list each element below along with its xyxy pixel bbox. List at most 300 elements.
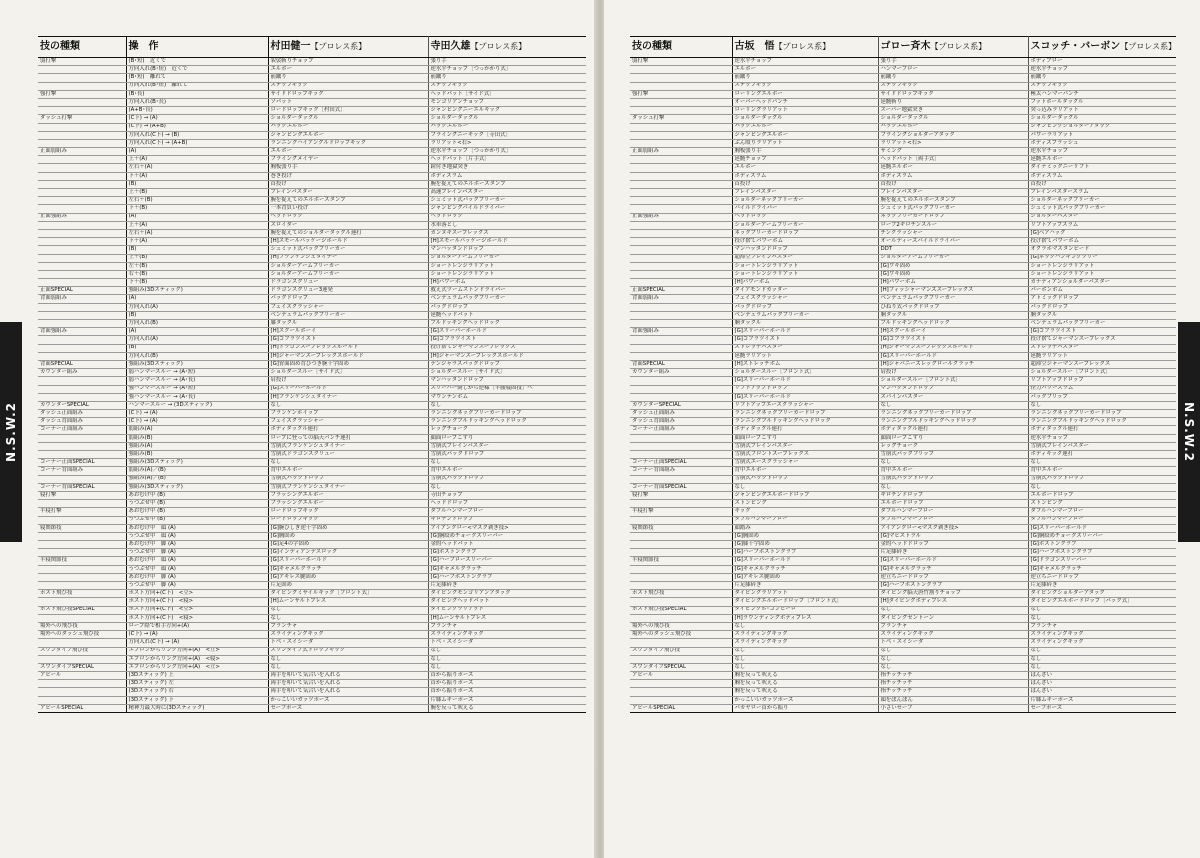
- cell-input: 方向入れ(C下) → (A+B): [126, 139, 268, 147]
- table-row: [630, 131, 1176, 139]
- table-row: [38, 107, 586, 115]
- cell-furusaka: 胸板張り手: [732, 148, 878, 156]
- cell-category: カウンター組み: [630, 369, 732, 377]
- cell-input: ハンマースルー → (3Dスティック): [126, 401, 268, 409]
- table-row: [630, 426, 1176, 434]
- table-row: [630, 508, 1176, 516]
- cell-input: 方向入れ(B･長): [126, 98, 268, 106]
- cell-murata: スワンダイブ式ドロップキック: [268, 647, 428, 655]
- cell-terada: スライディングキック: [428, 631, 586, 639]
- cell-murata: シュミット式バックブリーカー: [268, 246, 428, 254]
- cell-goro: ショルダーアームブリーカー: [878, 254, 1028, 262]
- table-row: [630, 590, 1176, 598]
- cell-scotch: ショルダーバスター: [1028, 213, 1176, 221]
- cell-goro: 延髄エルボー: [878, 164, 1028, 172]
- cell-scotch: ダイビングエルボードロップ［バック式］: [1028, 598, 1176, 606]
- header-category: 技の種類: [630, 37, 732, 58]
- cell-scotch: アトミックドロップ: [1028, 295, 1176, 303]
- cell-input: (A+B･長): [126, 107, 268, 115]
- cell-goro: 雪崩式バックドロップ: [878, 475, 1028, 483]
- header-wrestler-murata: 村田健一【プロレス系】: [268, 37, 428, 58]
- cell-category: [38, 197, 126, 205]
- cell-category: [630, 221, 732, 229]
- cell-category: 半寝打撃: [630, 508, 732, 516]
- cell-category: アピールSPECIAL: [38, 704, 126, 712]
- table-row: [38, 58, 586, 66]
- table-row: [38, 82, 586, 90]
- table-row: [630, 500, 1176, 508]
- cell-terada: ランニングネックブリーカードロップ: [428, 410, 586, 418]
- cell-input: うつぶせ中 脚 (A): [126, 582, 268, 590]
- cell-scotch: ショルダースルー［フロント式］: [1028, 369, 1176, 377]
- cell-input: 強組み(A)／(B): [126, 475, 268, 483]
- cell-goro: 逆立ちニードロップ: [878, 573, 1028, 581]
- cell-goro: なし: [878, 401, 1028, 409]
- cell-input: 方向入れ(B･短) 離れて: [126, 82, 268, 90]
- cell-category: [630, 451, 732, 459]
- cell-category: [630, 377, 732, 385]
- cell-input: ポスト方向+(C下) <立>: [126, 590, 268, 598]
- table-row: [38, 90, 586, 98]
- cell-terada: バックドロップ: [428, 303, 586, 311]
- cell-input: ポスト方向+(C下) <寝>: [126, 598, 268, 606]
- cell-furusaka: スライディングキック: [732, 639, 878, 647]
- cell-category: [38, 549, 126, 557]
- cell-category: [630, 573, 732, 581]
- cell-input: 強組み(3Dスティック): [126, 360, 268, 368]
- cell-goro: ひねり式バックドロップ: [878, 303, 1028, 311]
- cell-input: (C下) → (A): [126, 115, 268, 123]
- cell-goro: ヘッドバット［両手式］: [878, 156, 1028, 164]
- cell-furusaka: ジャンピングエルボー: [732, 131, 878, 139]
- cell-category: [630, 614, 732, 622]
- cell-murata: なし: [268, 614, 428, 622]
- cell-input: うつぶせ中 脚 (A): [126, 549, 268, 557]
- cell-scotch: [G]ネックハンギングツリー: [1028, 254, 1176, 262]
- cell-murata: トペ・スイシーダ: [268, 639, 428, 647]
- cell-goro: なし: [878, 663, 1028, 671]
- cell-scotch: 超滞空ジャーマンスープレックス: [1028, 360, 1176, 368]
- cell-category: [38, 180, 126, 188]
- cell-scotch: バーボンボム: [1028, 287, 1176, 295]
- cell-goro: 頭をぽんぽん: [878, 696, 1028, 704]
- cell-murata: フラッシングエルボー: [268, 491, 428, 499]
- cell-murata: エルボー: [268, 148, 428, 156]
- cell-scotch: 片膝ムキーポーズ: [1028, 696, 1176, 704]
- table-row: [38, 582, 586, 590]
- cell-goro: スーパー地獄突き: [878, 107, 1028, 115]
- cell-input: 弱ハンマースルー → (A･長): [126, 377, 268, 385]
- cell-scotch: [G]胴絞めチョークスリーパー: [1028, 532, 1176, 540]
- cell-goro: [G]マヒストラル: [878, 532, 1028, 540]
- table-row: [630, 66, 1176, 74]
- cell-terada: [G]コブラツイスト: [428, 336, 586, 344]
- cell-goro: [H]ダイビングボディプレス: [878, 598, 1028, 606]
- cell-category: [630, 82, 732, 90]
- cell-furusaka: [H]パワーボム: [732, 279, 878, 287]
- cell-goro: ブルドッキングヘッドロック: [878, 320, 1028, 328]
- cell-terada: マンハッタンドロップ: [428, 377, 586, 385]
- cell-category: カウンターSPECIAL: [630, 401, 732, 409]
- cell-scotch: ストンピング: [1028, 500, 1176, 508]
- cell-goro: 片足膝砕き: [878, 549, 1028, 557]
- cell-input: エプロンからリング方向+(A) <立>: [126, 647, 268, 655]
- cell-goro: なし: [878, 647, 1028, 655]
- cell-goro: 雪崩式バックフリップ: [878, 451, 1028, 459]
- cell-scotch: スライディングキック: [1028, 631, 1176, 639]
- cell-murata: ソバット: [268, 98, 428, 106]
- cell-category: [630, 197, 732, 205]
- table-row: [38, 393, 586, 401]
- cell-furusaka: ストレッチバスター: [732, 344, 878, 352]
- cell-murata: [H]フランケンシュタイナー: [268, 254, 428, 262]
- cell-category: ダッシュ背面組み: [38, 418, 126, 426]
- cell-category: [630, 270, 732, 278]
- cell-scotch: バックドロップ: [1028, 303, 1176, 311]
- cell-furusaka: ダイビングラリアット: [732, 590, 878, 598]
- cell-category: [630, 516, 732, 524]
- cell-category: [38, 246, 126, 254]
- cell-category: カウンターSPECIAL: [38, 401, 126, 409]
- cell-scotch: 投げ捨てパワーボム: [1028, 238, 1176, 246]
- table-row: [38, 622, 586, 630]
- cell-scotch: なし: [1028, 483, 1176, 491]
- table-row: [630, 287, 1176, 295]
- cell-murata: 雪崩式フランケンシュタイナー: [268, 483, 428, 491]
- cell-goro: フライングショルダーアタック: [878, 131, 1028, 139]
- cell-terada: 金的ヘッドバット: [428, 541, 586, 549]
- table-row: [630, 377, 1176, 385]
- cell-terada: マウンテンボム: [428, 393, 586, 401]
- cell-category: [630, 475, 732, 483]
- cell-category: [630, 688, 732, 696]
- cell-category: 弱打撃: [630, 58, 732, 66]
- cell-scotch: 首投げ: [1028, 180, 1176, 188]
- cell-input: 弱組み(B): [126, 434, 268, 442]
- cell-furusaka: ローリングエルボー: [732, 90, 878, 98]
- cell-input: (A): [126, 213, 268, 221]
- cell-category: ダッシュ打撃: [38, 115, 126, 123]
- table-row: [38, 197, 586, 205]
- cell-category: [630, 393, 732, 401]
- cell-category: [630, 655, 732, 663]
- table-row: [630, 639, 1176, 647]
- table-row: [38, 66, 586, 74]
- cell-murata: [G]インディアンデスロック: [268, 549, 428, 557]
- cell-goro: ギロチンドロップ: [878, 491, 1028, 499]
- table-row: [630, 688, 1176, 696]
- cell-terada: なし: [428, 401, 586, 409]
- cell-furusaka: 片足膝砕き: [732, 582, 878, 590]
- cell-terada: ヘッドバット［片手式］: [428, 156, 586, 164]
- cell-input: (A): [126, 148, 268, 156]
- cell-category: [630, 164, 732, 172]
- table-row: [38, 516, 586, 524]
- cell-scotch: 雪崩式ブレインバスター: [1028, 442, 1176, 450]
- cell-murata: [H]スモールパッケージホールド: [268, 238, 428, 246]
- cell-category: 背面SPECIAL: [38, 360, 126, 368]
- cell-terada: シュミット式バックブリーカー: [428, 197, 586, 205]
- cell-goro: [H]フィッシャーマンズスープレックス: [878, 287, 1028, 295]
- table-row: [630, 279, 1176, 287]
- cell-terada: [H]スモールパッケージホールド: [428, 238, 586, 246]
- cell-input: (3Dスティック) 上: [126, 672, 268, 680]
- table-row: [630, 516, 1176, 524]
- cell-goro: トペ・スイシーダ: [878, 639, 1028, 647]
- table-row: [38, 295, 586, 303]
- cell-murata: ショルダータックル: [268, 115, 428, 123]
- cell-category: [38, 82, 126, 90]
- spine-tab-left: [0, 322, 22, 542]
- cell-terada: ショルダータックル: [428, 115, 586, 123]
- cell-furusaka: ジャンピングエルボードロップ: [732, 491, 878, 499]
- cell-murata: [G]足4の字固め: [268, 541, 428, 549]
- cell-furusaka: 雪崩式フロントスープレックス: [732, 451, 878, 459]
- table-row: [38, 131, 586, 139]
- cell-category: [38, 573, 126, 581]
- cell-goro: なし: [878, 606, 1028, 614]
- cell-category: アピール: [630, 672, 732, 680]
- cell-input: あおむけ中 脚 (A): [126, 541, 268, 549]
- cell-category: [38, 221, 126, 229]
- cell-furusaka: 雪崩式エースクラッシャー: [732, 459, 878, 467]
- cell-input: あおむけ中 (B): [126, 508, 268, 516]
- cell-goro: ランニングネックブリーカードロップ: [878, 410, 1028, 418]
- cell-category: [630, 189, 732, 197]
- cell-input: (B): [126, 344, 268, 352]
- cell-furusaka: ヘッドロック: [732, 213, 878, 221]
- cell-category: [38, 238, 126, 246]
- table-row: [38, 508, 586, 516]
- cell-murata: バックドロップ: [268, 295, 428, 303]
- table-row: [38, 590, 586, 598]
- cell-murata: ドラゴンスクリュー: [268, 279, 428, 287]
- cell-input: (C下) → (A+B): [126, 123, 268, 131]
- cell-goro: ネックブリーカードロップ: [878, 213, 1028, 221]
- cell-terada: 首から振りポーズ: [428, 688, 586, 696]
- table-row: [630, 582, 1176, 590]
- table-row: [630, 385, 1176, 393]
- cell-terada: 寺田チョップ: [428, 491, 586, 499]
- cell-category: [630, 238, 732, 246]
- cell-scotch: ボディスプラッシュ: [1028, 139, 1176, 147]
- cell-murata: ドラゴンスクリュー3連発: [268, 287, 428, 295]
- cell-category: [38, 303, 126, 311]
- table-row: [630, 459, 1176, 467]
- cell-furusaka: バックドロップ: [732, 303, 878, 311]
- cell-category: [38, 434, 126, 442]
- cell-terada: 腕を捉えてのエルボースタンプ: [428, 180, 586, 188]
- cell-goro: スパインバスター: [878, 393, 1028, 401]
- cell-scotch: 逆水平チョップ: [1028, 148, 1176, 156]
- table-row: [38, 491, 586, 499]
- table-row: [38, 475, 586, 483]
- cell-scotch: 延髄エルボー: [1028, 156, 1176, 164]
- cell-murata: 膝タックル: [268, 320, 428, 328]
- cell-category: コーナー背面組み: [38, 467, 126, 475]
- table-row: [630, 491, 1176, 499]
- cell-murata: なし: [268, 606, 428, 614]
- cell-category: [630, 74, 732, 82]
- table-row: [630, 90, 1176, 98]
- cell-furusaka: スライディングキック: [732, 631, 878, 639]
- cell-input: 方向入れ(A): [126, 303, 268, 311]
- cell-scotch: ランニングネックブリーカードロップ: [1028, 410, 1176, 418]
- cell-input: 下＋(B): [126, 205, 268, 213]
- cell-input: 方向入れ(B･短) 近くで: [126, 66, 268, 74]
- cell-input: あおむけ中 脚 (A): [126, 573, 268, 581]
- cell-terada: 張り手: [428, 58, 586, 66]
- table-row: [38, 500, 586, 508]
- cell-category: [630, 139, 732, 147]
- cell-goro: [H]ジャパニーズレッグロールクラッチ: [878, 360, 1028, 368]
- cell-furusaka: [G]スリーパーホールド: [732, 557, 878, 565]
- cell-input: 方向入れ(C下) → (A): [126, 639, 268, 647]
- cell-furusaka: ランニングネックブリーカードロップ: [732, 410, 878, 418]
- table-row: [38, 164, 586, 172]
- cell-scotch: ベンデュラムバックブリーカー: [1028, 320, 1176, 328]
- cell-category: 半寝関節技: [38, 557, 126, 565]
- cell-terada: [G]ハーフロースリーパー: [428, 557, 586, 565]
- table-row: [38, 98, 586, 106]
- cell-furusaka: オーバーヘッドパンチ: [732, 98, 878, 106]
- cell-furusaka: ショルダーアームブリーカー: [732, 221, 878, 229]
- cell-murata: 両手を叩いて気合いを入れる: [268, 680, 428, 688]
- cell-category: [630, 344, 732, 352]
- cell-goro: 首投げ: [878, 180, 1028, 188]
- cell-input: (B): [126, 246, 268, 254]
- cell-category: [630, 352, 732, 360]
- cell-scotch: [G]スリーパーホールド: [1028, 524, 1176, 532]
- cell-murata: [G]コブラツイスト: [268, 336, 428, 344]
- header-category: 技の種類: [38, 37, 126, 58]
- table-row: [630, 606, 1176, 614]
- cell-murata: 雪崩式ドラゴンスクリュー: [268, 451, 428, 459]
- cell-input: (C下) → (A): [126, 631, 268, 639]
- cell-terada: レッグチョーク: [428, 426, 586, 434]
- table-row: [38, 606, 586, 614]
- cell-category: [38, 565, 126, 573]
- table-row: [38, 139, 586, 147]
- cell-scotch: 片足膝砕き: [1028, 582, 1176, 590]
- cell-scotch: ブレインバスタースラム: [1028, 189, 1176, 197]
- cell-input: 強組み(3Dスティック): [126, 483, 268, 491]
- header-row: [38, 37, 586, 58]
- cell-terada: 逆水平チョップ［つっかかり式］: [428, 148, 586, 156]
- cell-goro: 張り手: [878, 58, 1028, 66]
- cell-category: [630, 262, 732, 270]
- cell-input: 左右＋(A): [126, 229, 268, 237]
- cell-terada: アイアンクロー<マスク剥ぎ技>: [428, 524, 586, 532]
- cell-input: (A): [126, 295, 268, 303]
- table-row: [630, 541, 1176, 549]
- cell-category: [38, 123, 126, 131]
- cell-input: (C下) → (A): [126, 418, 268, 426]
- cell-input: 強組み(B): [126, 451, 268, 459]
- cell-terada: マンハッタンドロップ: [428, 246, 586, 254]
- cell-goro: [G]ハーフボストンクラブ: [878, 582, 1028, 590]
- header-wrestler-terada: 寺田久雄【プロレス系】: [428, 37, 586, 58]
- table-row: [38, 172, 586, 180]
- cell-goro: [G]スリーパーホールド: [878, 557, 1028, 565]
- cell-category: [630, 549, 732, 557]
- cell-input: (3Dスティック) 左: [126, 680, 268, 688]
- cell-category: [630, 107, 732, 115]
- cell-goro: スライディングキック: [878, 631, 1028, 639]
- cell-scotch: 投げ捨てジャーマンスープレックス: [1028, 336, 1176, 344]
- cell-scotch: [G]ドラゴンスリーパー: [1028, 557, 1176, 565]
- cell-goro: [G]ワキ固め: [878, 270, 1028, 278]
- cell-category: [38, 582, 126, 590]
- cell-category: [630, 229, 732, 237]
- cell-terada: 延髄ヘッドバット: [428, 311, 586, 319]
- table-row: [630, 246, 1176, 254]
- table-row: [630, 622, 1176, 630]
- cell-input: 弱組み(A)／(B): [126, 467, 268, 475]
- table-row: [38, 385, 586, 393]
- cell-murata: 一本背負い投げ: [268, 205, 428, 213]
- cell-furusaka: [G]胸固め: [732, 532, 878, 540]
- cell-goro: ショルダースルー［フロント式］: [878, 377, 1028, 385]
- cell-category: [630, 639, 732, 647]
- table-row: [38, 541, 586, 549]
- cell-furusaka: ランニングブルドッキングヘッドロック: [732, 418, 878, 426]
- cell-furusaka: ショルダースルー［フロント式］: [732, 369, 878, 377]
- cell-furusaka: ストンピング: [732, 500, 878, 508]
- cell-category: 背面強組み: [630, 328, 732, 336]
- cell-goro: ボディスラム: [878, 172, 1028, 180]
- right-page: [604, 0, 1200, 858]
- cell-goro: 肩投げ: [878, 369, 1028, 377]
- cell-scotch: なし: [1028, 614, 1176, 622]
- cell-terada: ジャンピングニーエルキック: [428, 107, 586, 115]
- cell-category: 寝打撃: [38, 491, 126, 499]
- cell-category: ポスト飛び技SPECIAL: [630, 606, 732, 614]
- cell-category: [38, 205, 126, 213]
- cell-category: 半寝打撃: [38, 508, 126, 516]
- cell-scotch: 胴タックル: [1028, 311, 1176, 319]
- cell-scotch: [G]ベアハッグ: [1028, 229, 1176, 237]
- cell-category: [630, 254, 732, 262]
- cell-scotch: ボディタックル連打: [1028, 426, 1176, 434]
- cell-terada: ダイビングヘッドバット: [428, 598, 586, 606]
- cell-scotch: リフトアップドロップ: [1028, 377, 1176, 385]
- table-row: [38, 680, 586, 688]
- cell-input: 左＋(B): [126, 262, 268, 270]
- cell-furusaka: エルボー: [732, 164, 878, 172]
- table-row: [630, 229, 1176, 237]
- cell-goro: 延髄斬り: [878, 98, 1028, 106]
- cell-furusaka: ショルダーネックブリーカー: [732, 197, 878, 205]
- cell-input: あおむけ中 頭 (A): [126, 557, 268, 565]
- cell-category: 正面弱組み: [38, 148, 126, 156]
- cell-scotch: ショートレンジラリアット: [1028, 270, 1176, 278]
- cell-murata: 前蹴り: [268, 74, 428, 82]
- table-row: [630, 631, 1176, 639]
- cell-category: 半寝関節技: [630, 557, 732, 565]
- cell-goro: ダブルハンマーブロー: [878, 516, 1028, 524]
- cell-scotch: 怪力パワースラム: [1028, 385, 1176, 393]
- table-row: [38, 434, 586, 442]
- cell-category: スワンダイブ飛び技: [38, 647, 126, 655]
- table-row: [630, 434, 1176, 442]
- table-row: [38, 221, 586, 229]
- cell-category: [630, 434, 732, 442]
- table-row: [630, 156, 1176, 164]
- cell-input: ポスト方向+(C下) <立>: [126, 606, 268, 614]
- table-row: [630, 672, 1176, 680]
- cell-category: [38, 156, 126, 164]
